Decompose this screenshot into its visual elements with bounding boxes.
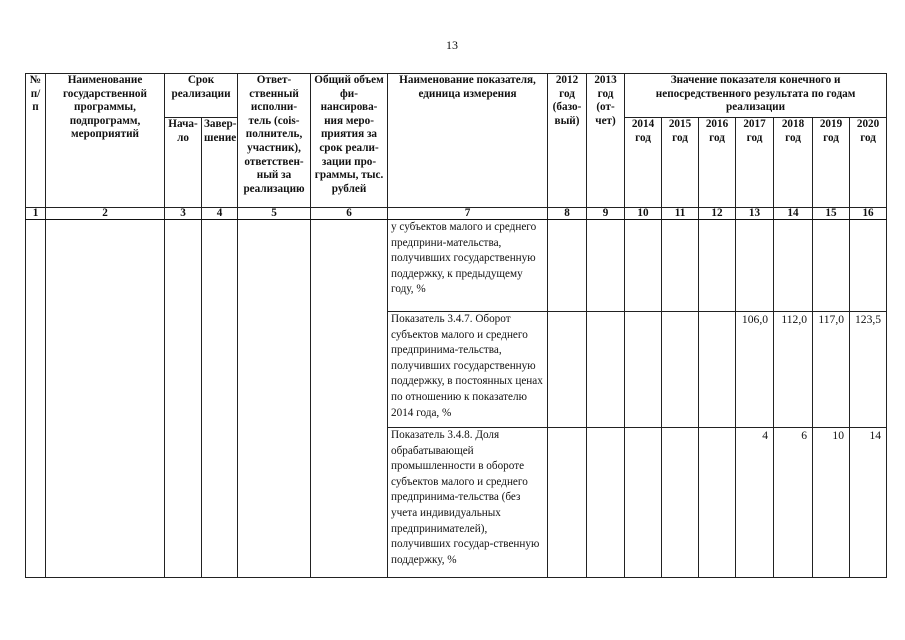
cell-value <box>662 428 699 578</box>
column-number: 5 <box>238 208 311 220</box>
cell-2013 <box>587 428 625 578</box>
table-body <box>26 220 887 578</box>
cell-value: 14 <box>850 428 887 578</box>
header-funding: Общий объем фи-нансирова-ния меро-приятия за срок реали-зации про-граммы, тыс. рублей <box>311 74 388 208</box>
cell-value: 4 <box>736 428 774 578</box>
cell-value: 112,0 <box>774 312 813 428</box>
cell-value: 6 <box>774 428 813 578</box>
cell-value <box>699 220 736 312</box>
column-number: 14 <box>774 208 813 220</box>
cell-end <box>202 220 238 578</box>
cell-program-name <box>46 220 165 578</box>
cell-value <box>662 312 699 428</box>
header-num: № п/п <box>26 74 46 208</box>
header-year: 2015 год <box>662 118 699 208</box>
cell-value <box>662 220 699 312</box>
cell-value: 123,5 <box>850 312 887 428</box>
header-2012: 2012 год (базо-вый) <box>548 74 587 208</box>
column-number: 7 <box>388 208 548 220</box>
cell-2012 <box>548 312 587 428</box>
header-program-name: Наименование государственной программы, подпрограмм, мероприятий <box>46 74 165 208</box>
column-number: 2 <box>46 208 165 220</box>
column-number: 12 <box>699 208 736 220</box>
table-row <box>26 220 887 312</box>
cell-value <box>774 220 813 312</box>
column-number: 13 <box>736 208 774 220</box>
cell-executor <box>238 220 311 578</box>
column-number: 10 <box>625 208 662 220</box>
cell-value: 10 <box>813 428 850 578</box>
cell-value <box>813 220 850 312</box>
cell-funding <box>311 220 388 578</box>
column-number: 11 <box>662 208 699 220</box>
header-executor: Ответ-ственный исполни-тель (сois-полнитель, участник), ответствен-ный за реализацию <box>238 74 311 208</box>
column-number: 1 <box>26 208 46 220</box>
column-number: 8 <box>548 208 587 220</box>
cell-num <box>26 220 46 578</box>
header-year: 2016 год <box>699 118 736 208</box>
header-indicator: Наименование показателя, единица измерения <box>388 74 548 208</box>
header-values-by-year: Значение показателя конечного и непосредственного результата по годам реализации <box>625 74 887 118</box>
header-period: Срок реализации <box>165 74 238 118</box>
cell-indicator: Показатель 3.4.7. Оборот субъектов малого и среднего предпринима-тельства, получивших государственную поддержку, в постоянных ценах по отношению к показателю 2014 года, % <box>388 312 548 428</box>
cell-value <box>625 312 662 428</box>
header-year: 2018 год <box>774 118 813 208</box>
header-year: 2020 год <box>850 118 887 208</box>
header-year: 2019 год <box>813 118 850 208</box>
column-number: 3 <box>165 208 202 220</box>
cell-value: 106,0 <box>736 312 774 428</box>
cell-2013 <box>587 220 625 312</box>
cell-value <box>699 312 736 428</box>
column-number: 9 <box>587 208 625 220</box>
header-start: Нача-ло <box>165 118 202 208</box>
cell-indicator: Показатель 3.4.8. Доля обрабатывающей промышленности в обороте субъектов малого и среднего предпринима-тельства (без учета индивидуальных предпринимателей), получивших государ-ственную поддержку, % <box>388 428 548 578</box>
header-end: Завер-шение <box>202 118 238 208</box>
column-numbers-row <box>26 208 887 220</box>
header-year: 2014 год <box>625 118 662 208</box>
cell-2013 <box>587 312 625 428</box>
cell-value <box>699 428 736 578</box>
cell-value <box>736 220 774 312</box>
column-number: 16 <box>850 208 887 220</box>
header-2013: 2013 год (от-чет) <box>587 74 625 208</box>
cell-2012 <box>548 220 587 312</box>
column-number: 6 <box>311 208 388 220</box>
table-header <box>26 74 887 220</box>
indicators-table <box>25 73 887 578</box>
cell-indicator: у субъектов малого и среднего предприни-мательства, получивших государственную поддержку, к предыдущему году, % <box>388 220 548 312</box>
cell-2012 <box>548 428 587 578</box>
cell-value: 117,0 <box>813 312 850 428</box>
cell-value <box>625 220 662 312</box>
header-year: 2017 год <box>736 118 774 208</box>
cell-start <box>165 220 202 578</box>
cell-value <box>850 220 887 312</box>
column-number: 4 <box>202 208 238 220</box>
page-number: 13 <box>446 38 458 52</box>
cell-value <box>625 428 662 578</box>
column-number: 15 <box>813 208 850 220</box>
